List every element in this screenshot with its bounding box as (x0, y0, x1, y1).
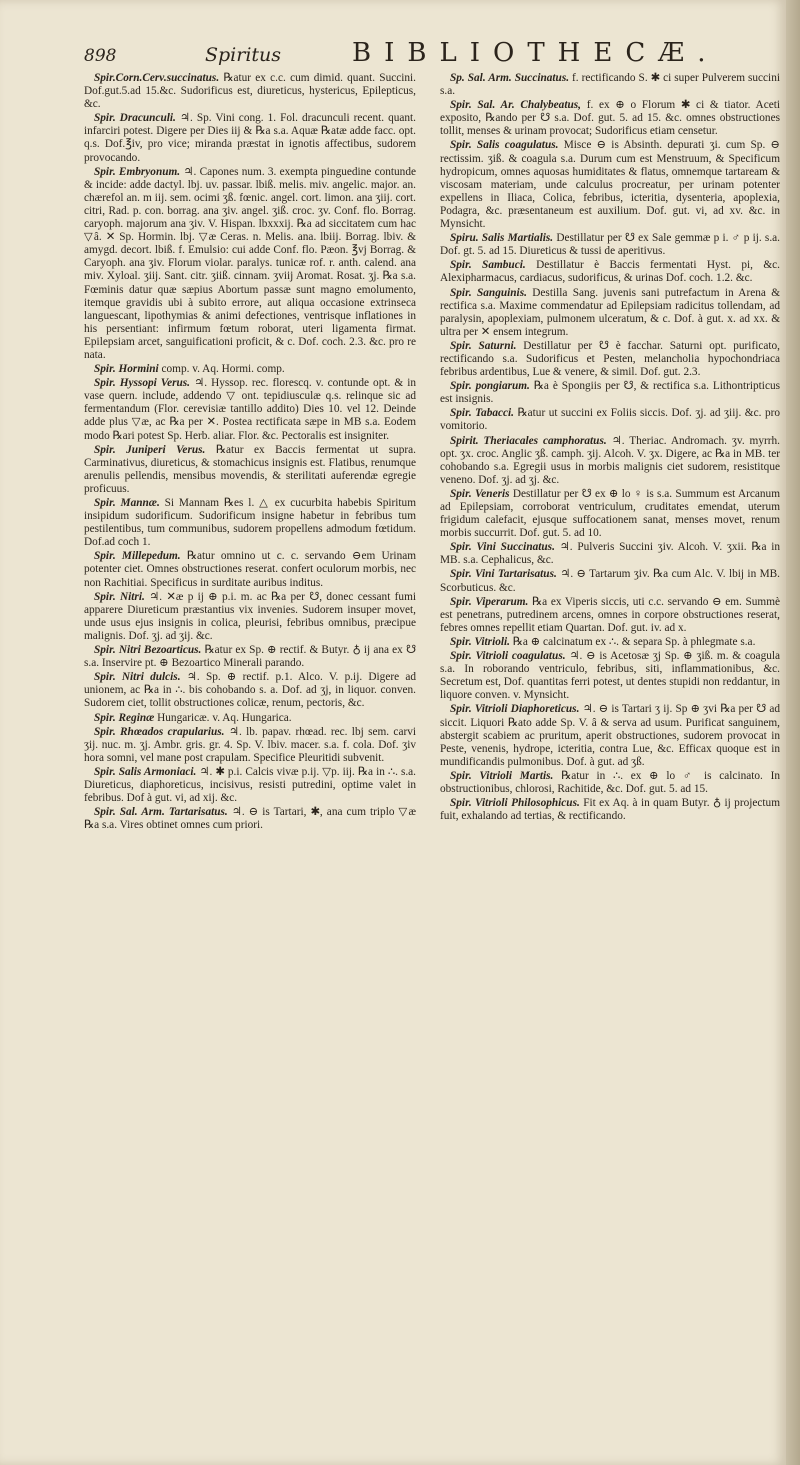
entry-text: Destilla Sang. juvenis sani putrefactum in Arena & rectifica s.a. Maxime commendatur ad Epilepsiam radicitus tollendam, ad paralysin, apoplexiam, pulmonem ulceratum, & c. Dof. à gut. x. ad xx. & ultra per ✕ ensem integrum. (440, 286, 781, 338)
running-title: BIBLIOTHECÆ. (352, 38, 719, 68)
entry-heading: Spir. Vitrioli coagulatus. (450, 650, 566, 663)
entry-heading: Spiru. Salis Martialis. (450, 232, 554, 245)
entry (440, 407, 780, 433)
entry-text: f. ex ⊕ o Florum ✱ ci & tiator. Aceti exposito, ℞ando per ☋ s.a. Dof. gut. 5. ad 15. &c. omnes obstructiones tollit, menses & urinam provocat; Sudorificus etiam censetur. (440, 99, 780, 138)
entry-text: ℞atur ut succini ex Foliis siccis. Dof. ʒj. ad ʒiij. &c. pro vomitorio. (440, 407, 781, 433)
entry (84, 72, 416, 111)
entry-heading: Spir. Reginæ (94, 711, 155, 724)
entry (440, 380, 780, 406)
entry-heading: Spir. Viperarum. (450, 595, 529, 608)
entry (440, 259, 780, 285)
entry (440, 568, 780, 594)
entry-text: ♃. lb. papav. rhœad. rec. lbj sem. carvi ʒij. nuc. m. ʒj. Ambr. gris. gr. 4. Sp. V. lbiv. macer. s.a. f. cola. Dof. ʒiv hora somni, vel mane post crapulam. Specifice Pleuritidi subvenit. (84, 725, 417, 764)
entry-heading: Spir. Embryonum. (94, 165, 181, 178)
entry-text: Fit ex Aq. à in quam Butyr. ♁ ij projectum fuit, exhalando ad tertias, & rectificando. (440, 797, 780, 823)
entry-text: ♃. Sp. ⊕ rectif. p.1. Alco. V. p.ij. Digere ad unionem, ac ℞a in ∴. bis cohobando s. a. Dof. ad ʒj, in liquor. conven. Sudorem ciet, tollit obstructiones colicæ, renum, pectoris, &c. (84, 671, 416, 710)
entry (440, 287, 780, 339)
entry-heading: Spir. Dracunculi. (94, 112, 176, 125)
entry (84, 444, 416, 496)
entry (440, 139, 780, 231)
entry-text: ♃. Sp. Vini cong. 1. Fol. dracunculi recent. quant. infarciri potest. Digere per Dies iij & ℞a s.a. Aquæ ℞atæ adde facc. opt. q.s. Dof.℥iv, pro vice; miranda præstat in ignotis affectibus, sudorem provocando. (84, 112, 416, 164)
page-edge (786, 0, 800, 1465)
entry (84, 806, 416, 832)
entry-text: ℞a ex Viperis siccis, uti c.c. servando ⊖ em. Summè est penetrans, putredinem arcens, omnes in corpore obstructiones reserat, febres omnes repellit etiam Quartan. Dof. gut. iv. ad x. (440, 595, 780, 634)
right-column (440, 72, 780, 824)
entry-heading: Spir. Nitri Bezoarticus. (94, 644, 202, 657)
entry (440, 770, 780, 796)
entry-heading: Spir. Tabacci. (450, 407, 514, 420)
entry (84, 644, 416, 670)
entry-heading: Spir. Vini Succinatus. (450, 541, 555, 554)
entry-heading: Spir. Vitrioli Martis. (450, 769, 554, 782)
entry-text: ℞atur ex c.c. cum dimid. quant. Succini. Dof.gut.5.ad 15.&c. Sudorificus est, diureticus, hystericus, Epilepticus, &c. (84, 72, 417, 111)
entry-text: Si Mannam ℞es l. △ ex cucurbita habebis Spiritum insipidum sudorificum. Sudorificum insigne habetur in febribus tum pestilentibus, tum communibus, sudorem propellens admodum fœtidum. Dof.ad coch 1. (84, 497, 416, 549)
entry-heading: Spir. Vitrioli. (450, 635, 510, 648)
entry-heading: Spir. Nitri. (94, 590, 145, 603)
entry-heading: Spir. Vitrioli Philosophicus. (450, 797, 580, 810)
entry (440, 596, 780, 635)
running-headword: Spiritus (205, 44, 282, 66)
entry (84, 166, 416, 362)
entry-heading: Spir. pongiarum. (450, 380, 530, 393)
entry (84, 550, 416, 589)
entry-heading: Spir. Millepedum. (94, 550, 181, 563)
entry-heading: Spir. Hyssopi Verus. (94, 377, 191, 390)
entry-text: ℞a è Spongiis per ☋, & rectifica s.a. Lithontripticus est insignis. (440, 380, 781, 406)
entry (440, 703, 780, 768)
entry (84, 766, 416, 805)
entry (440, 636, 780, 649)
entry (84, 363, 416, 376)
entry-heading: Spir. Sal. Arm. Tartarisatus. (94, 806, 228, 819)
entry-heading: Spir. Saturni. (450, 339, 517, 352)
entry (84, 671, 416, 710)
entry-text: ♃. ⊖ is Tartari ʒ ij. Sp ⊕ ʒvi ℞a per ☋ ad siccit. Liquori ℞ato adde Sp. V. â & serva ad usum. Purificat sanguinem, abstergit scabiem ac pruritum, aperit obstructiones, sudorem provocat in Peste, venenis, hydrope, icteritia, contra Lue, &c. Efficax quoque est in mundificandis pulmonibus. Dof. à gut. ad ʒß. (440, 703, 780, 768)
entry (84, 726, 416, 765)
entry-text: ♃. ✱ p.i. Calcis vivæ p.ij. ▽p. iij. ℞a in ∴. s.a. Diureticus, diaphoreticus, incisivus, resisti putredini, optime valet in febribus. Dof à gut. vi, ad xij. &c. (84, 765, 417, 805)
entry-text: ℞atur ex Baccis fermentat ut supra. Carminativus, diureticus, & stomachicus insignis est. Flatibus, renumque arenulis pellendis, mensibus movendis, & sterilitati auferendæ egregie proficuus. (84, 443, 416, 495)
entry (84, 112, 416, 164)
entry (84, 497, 416, 549)
entry-text: Misce ⊖ is Absinth. depurati ʒi. cum Sp. ⊖ rectissim. ʒiß. & coagula s.a. Durum cum est Menstruum, & Specificum hydropicum, omnes aquosas humiditates & flatus, omnemque tartaream & viscosam materiam, unde calculus procreatur, per urinam potenter expellens in Iliaca, Colica, febribus, icteritia, dysenteria, apoplexia, Podagra, &c. præsentaneum est auxilium. Dof. gut. vi, ad xv. &c. in Mynsicht. (440, 139, 781, 231)
entry-heading: Spir. Rhœados crapularius. (94, 725, 225, 738)
left-column (84, 72, 416, 833)
entry-text: ♃. Hyssop. rec. florescq. v. contunde opt. & in vase quern. include, addendo ▽ ont. tepidiusculæ q.s. relinque sic ad fermentandum (Flor. cerevisiæ tantillo addito) Dies 10. vel 12. Deinde adde plus ▽æ, ac ℞a per ✕. Postea rectificata sæpe in MB s.a. Eodem modo ℞ari potest Sp. Herb. aliar. Flor. &c. Pectoralis est insigniter. (84, 377, 417, 442)
entry-text: Destillatur per ☋ è facchar. Saturni opt. purificato, rectificando s.a. Sudorificus et Pesten, melancholia hypochondriaca febribus ardentibus, Lue & venere, & simil. Dof. gut. 2.3. (440, 339, 780, 379)
entry-heading: Spir. Salis Armoniaci. (94, 765, 197, 778)
entry-heading: Spir. Vitrioli Diaphoreticus. (450, 703, 580, 716)
entry-text: ℞atur ex Sp. ⊕ rectif. & Butyr. ♁ ij ana ex ☋ s.a. Inservire pt. ⊕ Bezoartico Minerali parando. (84, 644, 416, 670)
entry (440, 99, 780, 138)
entry (440, 650, 780, 702)
entry (84, 591, 416, 643)
entry-text: Hungaricæ. v. Aq. Hungarica. (157, 711, 292, 724)
entry-text: ♃. ⊖ is Tartari, ✱, ana cum triplo ▽æ ℞a s.a. Vires obtinet omnes cum priori. (84, 806, 416, 832)
entry (440, 72, 780, 98)
entry-text: Destillatur per ☋ ex ⊕ lo ♀ is s.a. Summum est Arcanum ad Epilepsiam, corroborat ventriculum, cruditates emendat, uterum frigidum calefacit, ejusque suffocationem sanat, menses movet, renum morbis succurrit. Dof. gut. 5. ad 10. (440, 487, 780, 540)
entry-text: ℞atur in ∴. ex ⊕ lo ♂ is calcinato. In obstructionibus, chlorosi, Rachitide, &c. Dof. gut. 5. ad 15. (440, 769, 780, 795)
entry-text: ♃. Capones num. 3. exempta pinguedine contunde & incide: adde dactyl. lbj. uv. passar. lbiß. melis. miv. angelic. major. an. chærefol an. m iij. sem. ocimi ʒß. fœnic. angel. cort. limon. ana ʒiij. cort. citri, Rad. p. con. borrag. ana ʒiv. angel. ʒiß. croc. ʒv. Conf. flo. Borrag. caryoph. majorum ana ʒiv. V. Hispan. lbxxxij. ℞a ad siccitatem cum hac ▽â. ✕ Sp. Hormin. lbj. ▽æ Ceras. n. Melis. ana. lbiij. Borrag. lbiv. & amygd. decort. lbiß. f. Emulsio: cui adde Conf. flo. Pæon. ℥vj Borrag. & Caryoph. ana ʒiv. Florum violar. paralys. tunicæ rof. r. anth. calend. ana miv. Xyloal. ʒiij. Sant. citr. ʒiiß. cinnam. ʒviij Aromat. Rosat. ʒj. ℞a s.a. Fœminis datur quæ sæpius Abortum passæ sunt magno emolumento, itemque gravidis ubi à subito errore, aut aliqua occasione extrinseca languescant, lipothymias & animi defectiones, ventrisque inflationes in his persentiant: infirmum fœtum roborat, uteri ligamenta firmat. Epilepsiam arcet, sanguificationi proficit, & c. Dof. coch. 2.3. &c. pro re nata. (84, 165, 416, 361)
entry-text: ♃. Pulveris Succini ʒiv. Alcoh. V. ʒxii. ℞a in MB. s.a. Cephalicus, &c. (440, 541, 781, 567)
entry-text: comp. v. Aq. Hormi. comp. (161, 363, 285, 376)
entry-heading: Spir. Sambuci. (450, 259, 526, 272)
page-header (0, 28, 786, 68)
entry-text: ℞atur omnino ut c. c. servando ⊖em Urinam potenter ciet. Omnes obstructiones reserat. confert oculorum morbis, nec non Rachitiai. Specificus in surditate auribus inditus. (84, 550, 417, 589)
entry-text: ♃. ✕æ p ij ⊕ p.i. m. ac ℞a per ☋, donec cessant fumi apparere Diureticum præstantius vix invenies. Sudorem insuper movet, unde usus ejus insignis in colica, pleurisi, febribus omnibus, præcipue malignis. Dof. ʒj. ad ʒij. &c. (84, 590, 416, 642)
entry (440, 488, 780, 540)
entry-heading: Spir. Juniperi Verus. (94, 443, 206, 456)
entry (440, 797, 780, 823)
entry-text: Destillatur per ☋ ex Sale gemmæ p i. ♂ p ij. s.a. Dof. gt. 5. ad 15. Diureticus & tussi de aperitivus. (440, 232, 780, 258)
entry (440, 232, 780, 258)
entry-heading: Spir. Sal. Ar. Chalybeatus, (450, 99, 581, 112)
entry-text: ♃. ⊖ is Acetosæ ʒj Sp. ⊕ ʒiß. m. & coagula s.a. In roborando ventriculo, febribus, siti, inflammationibus, &c. Secretum est, Dof. quantitas ferri potest, ut dentes stupidi non reddantur, in liquore conven. v. Mynsicht. (440, 650, 781, 702)
entry-heading: Spir. Veneris (450, 487, 510, 500)
entry-heading: Spirit. Theriacales camphoratus. (450, 434, 607, 447)
entry (440, 435, 780, 487)
entry-text: ♃. Theriac. Andromach. ʒv. myrrh. opt. ʒx. croc. Anglic ʒß. camph. ʒij. Alcoh. V. ʒx. Digere, ac ℞a in MB. ter cohobando s.a. Egregii usus in morbis malignis ciet sudorem, resistitque veneno. Dof. ʒj. ad ʒj. &c. (440, 434, 780, 486)
entry-heading: Sp. Sal. Arm. Succinatus. (450, 72, 570, 84)
entry (440, 541, 780, 567)
entry-text: ℞a ⊕ calcinatum ex ∴. & separa Sp. à phlegmate s.a. (512, 635, 756, 648)
entry-text: Destillatur è Baccis fermentati Hyst. pi, &c. Alexipharmacus, cardiacus, sudorificus, & urinas Dof. coch. 1.2. &c. (440, 259, 781, 285)
entry-heading: Spir. Salis coagulatus. (450, 139, 559, 152)
entry (440, 340, 780, 379)
page-number: 898 (84, 46, 117, 66)
entry-heading: Spir. Sanguinis. (450, 286, 527, 299)
entry-text: f. rectificando S. ✱ ci super Pulverem succini s.a. (440, 72, 780, 98)
entry (84, 377, 416, 442)
entry-heading: Spir. Nitri dulcis. (94, 671, 181, 684)
entry-heading: Spir.Corn.Cerv.succinatus. (94, 72, 220, 84)
entry-text: ♃. ⊖ Tartarum ʒiv. ℞a cum Alc. V. lbij in MB. Scorbuticus. &c. (440, 568, 780, 594)
entry-heading: Spir. Vini Tartarisatus. (450, 568, 557, 581)
entry-heading: Spir. Mannæ. (94, 497, 160, 509)
entry-heading: Spir. Hormini (94, 363, 159, 376)
entry (84, 712, 416, 725)
